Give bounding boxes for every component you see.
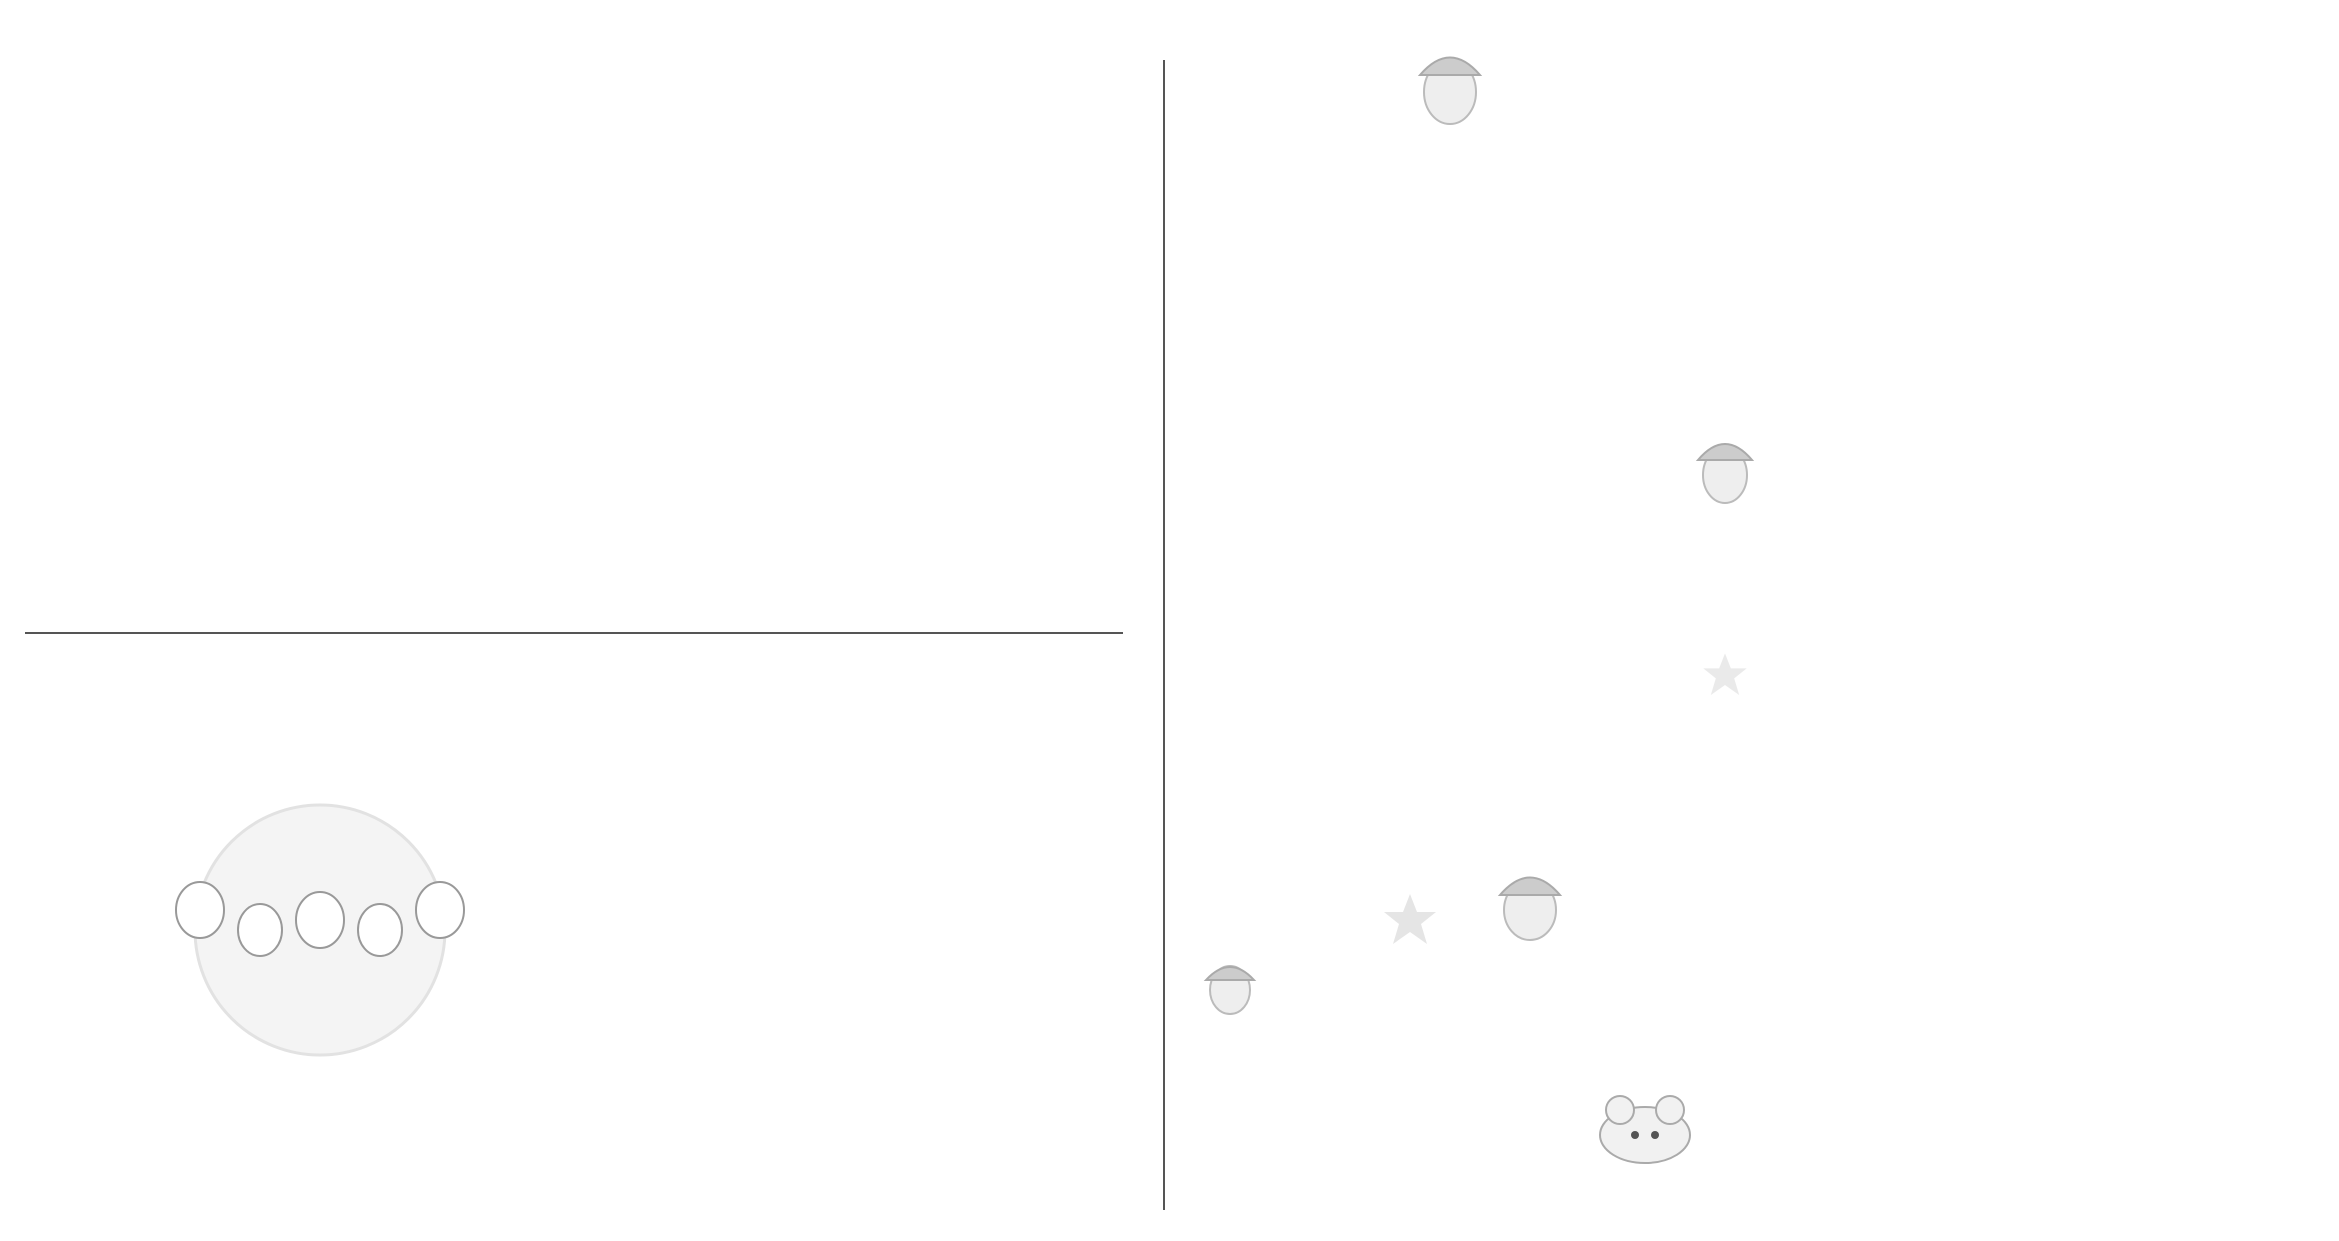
performer-list <box>1265 260 1445 430</box>
acorn-illustration <box>1200 950 1260 1020</box>
center-divider <box>1163 60 1165 1210</box>
jizo-illustration <box>140 800 500 1060</box>
mouse-illustration <box>1590 1080 1700 1170</box>
part2-horizontal-divider <box>25 632 1123 634</box>
acorn-illustration <box>1490 850 1570 950</box>
performer-list <box>1335 1015 1487 1215</box>
performer-list <box>1208 665 1460 835</box>
star-illustration <box>1700 650 1750 700</box>
greeting-body <box>1885 60 2290 1160</box>
acorn-illustration <box>1410 30 1490 130</box>
star-illustration <box>1380 890 1440 950</box>
performer-list <box>1460 260 1640 430</box>
performer-list <box>1460 665 1640 835</box>
acorn-illustration <box>1690 420 1760 510</box>
